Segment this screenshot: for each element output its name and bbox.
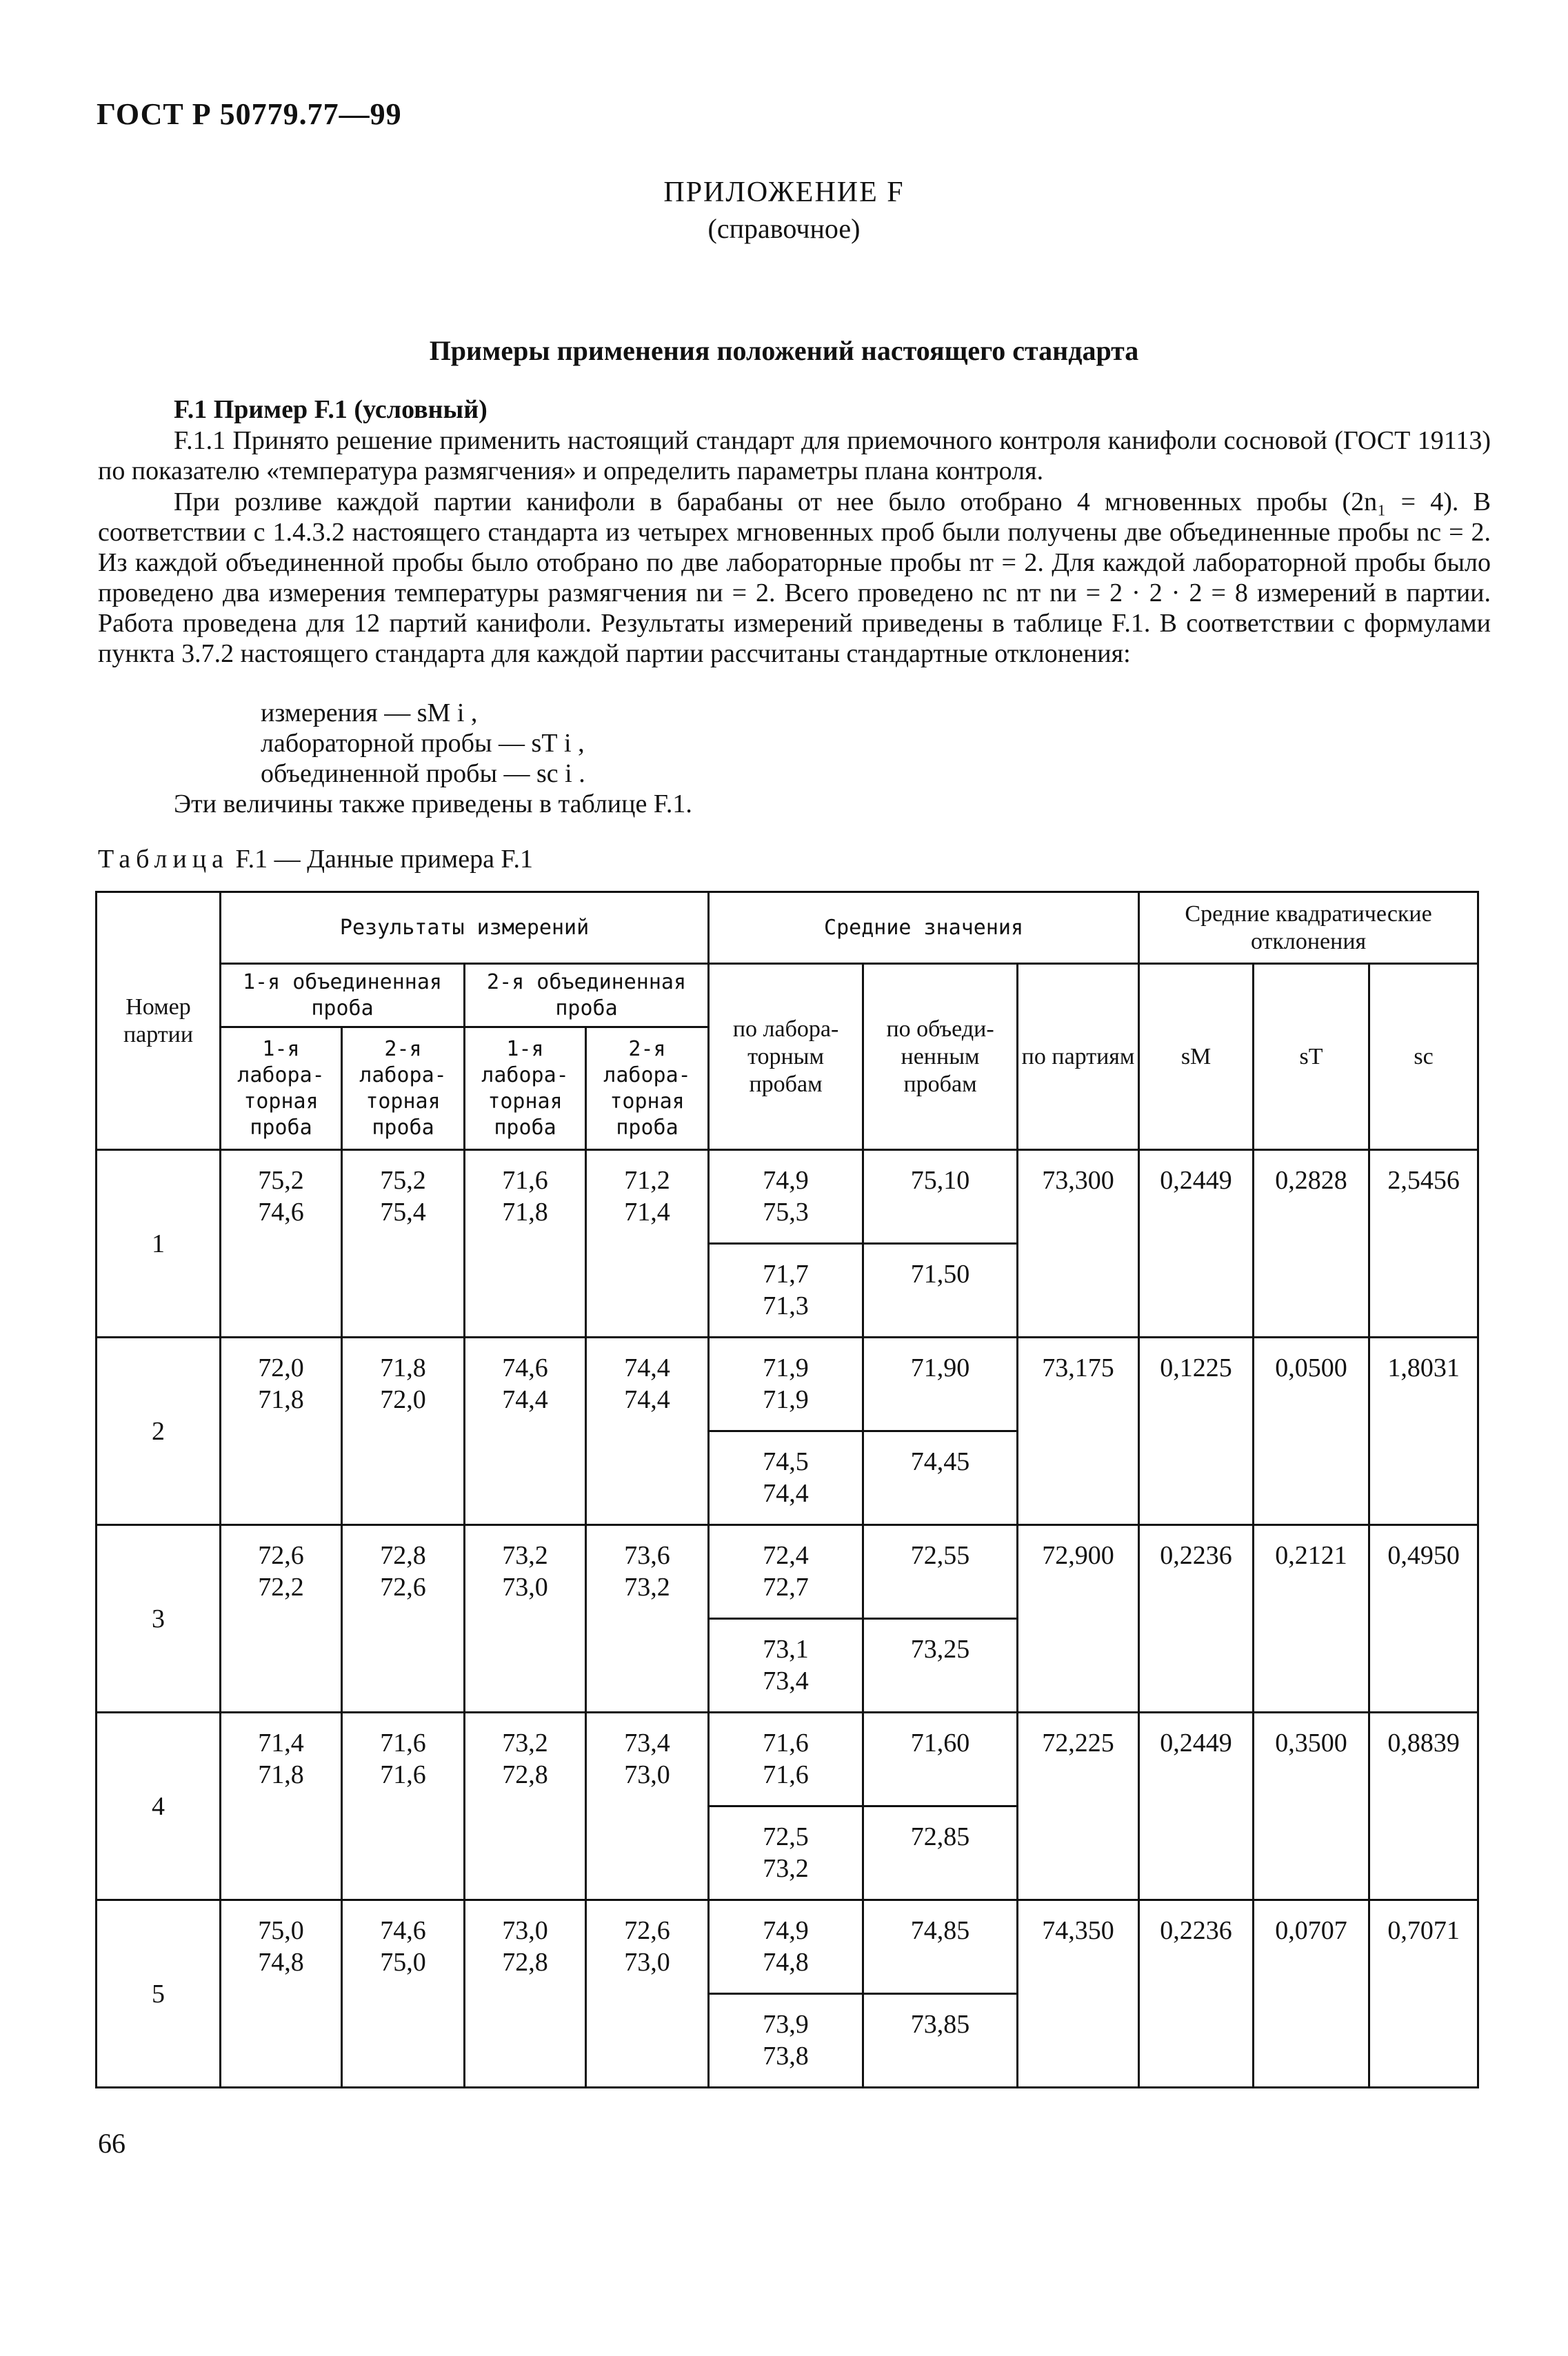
table-caption-word: Таблица xyxy=(98,845,230,874)
lab-mean-cell: 71,6 71,6 xyxy=(709,1713,863,1806)
part-mean-cell: 73,175 xyxy=(1018,1338,1139,1525)
st-cell: 0,3500 xyxy=(1254,1713,1369,1900)
measurement-cell: 74,6 75,0 xyxy=(342,1900,465,2088)
standard-id-header: ГОСТ Р 50779.77—99 xyxy=(97,97,402,131)
paragraph-sampling: При розливе каждой партии канифоли в барабаны от нее было отобрано 4 мгновенных пробы (2n₁ = 4). В соответствии с 1.4.3.2 настоящего стандарта из четырех мгновенных проб были получены две объединенные пробы nс = 2. Из каждой объединенной пробы было отобрано по две лабораторные пробы nт = 2. Для каждой лабораторной пробы было проведено два измерения температуры размягчения nи = 2. Всего проведено nс nт nи = 2 · 2 · 2 = 8 измерений в партии. Работа проведена для 12 партий канифоли. Результаты измерений приведены в таблице F.1. В соответствии с формулами пункта 3.7.2 настоящего стандарта для каждой партии рассчитаны стандартные отклонения: xyxy=(98,487,1491,668)
header-means: Средние значения xyxy=(709,892,1139,964)
list-item: измерения — sМ i , xyxy=(261,698,478,727)
sm-cell: 0,2449 xyxy=(1139,1713,1254,1900)
measurement-cell: 71,8 72,0 xyxy=(342,1338,465,1525)
lab-mean-cell: 74,5 74,4 xyxy=(709,1431,863,1525)
header-sc: sс xyxy=(1369,964,1478,1150)
header-composite-1: 1-я объединенная проба xyxy=(221,964,465,1027)
part-mean-cell: 73,300 xyxy=(1018,1150,1139,1338)
part-number-cell: 2 xyxy=(97,1338,221,1525)
lab-mean-cell: 74,9 75,3 xyxy=(709,1150,863,1244)
measurement-cell: 71,6 71,6 xyxy=(342,1713,465,1900)
composite-mean-cell: 71,50 xyxy=(863,1244,1018,1338)
sm-cell: 0,2236 xyxy=(1139,1525,1254,1713)
lab-mean-cell: 72,5 73,2 xyxy=(709,1806,863,1900)
lab-mean-cell: 73,1 73,4 xyxy=(709,1619,863,1713)
sc-cell: 0,7071 xyxy=(1369,1900,1478,2088)
sc-cell: 1,8031 xyxy=(1369,1338,1478,1525)
list-item: лабораторной пробы — sТ i , xyxy=(261,729,585,758)
composite-mean-cell: 72,55 xyxy=(863,1525,1018,1619)
measurement-cell: 75,2 74,6 xyxy=(221,1150,342,1338)
measurement-cell: 73,2 73,0 xyxy=(465,1525,586,1713)
part-mean-cell: 72,225 xyxy=(1018,1713,1139,1900)
sm-cell: 0,2449 xyxy=(1139,1150,1254,1338)
header-std-devs: Средние квадратические отклонения xyxy=(1139,892,1478,964)
sc-cell: 2,5456 xyxy=(1369,1150,1478,1338)
std-dev-list xyxy=(261,698,585,789)
part-mean-cell: 72,900 xyxy=(1018,1525,1139,1713)
page-number: 66 xyxy=(98,2128,125,2159)
section-title: Примеры применения положений настоящего стандарта xyxy=(429,335,1139,366)
composite-mean-cell: 75,10 xyxy=(863,1150,1018,1244)
measurement-cell: 72,6 73,0 xyxy=(586,1900,709,2088)
measurement-cell: 73,0 72,8 xyxy=(465,1900,586,2088)
composite-mean-cell: 74,85 xyxy=(863,1900,1018,1994)
header-part-number: Номер партии xyxy=(97,892,221,1150)
header-lab-2: 2-я лабора-торная проба xyxy=(586,1027,709,1150)
header-lab-1: 1-я лабора-торная проба xyxy=(465,1027,586,1150)
header-results: Результаты измерений xyxy=(221,892,709,964)
appendix-title: ПРИЛОЖЕНИЕ F xyxy=(663,177,905,208)
composite-mean-cell: 72,85 xyxy=(863,1806,1018,1900)
data-table xyxy=(95,891,1479,2088)
measurement-cell: 72,6 72,2 xyxy=(221,1525,342,1713)
st-cell: 0,0707 xyxy=(1254,1900,1369,2088)
measurement-cell: 73,2 72,8 xyxy=(465,1713,586,1900)
sc-cell: 0,4950 xyxy=(1369,1525,1478,1713)
sm-cell: 0,2236 xyxy=(1139,1900,1254,2088)
composite-mean-cell: 73,25 xyxy=(863,1619,1018,1713)
composite-mean-cell: 73,85 xyxy=(863,1994,1018,2088)
header-lab-1: 1-я лабора-торная проба xyxy=(221,1027,342,1150)
table-caption-text: F.1 — Данные примера F.1 xyxy=(235,845,534,874)
table-caption xyxy=(98,844,533,874)
header-by-part: по партиям xyxy=(1018,964,1139,1150)
measurement-cell: 74,4 74,4 xyxy=(586,1338,709,1525)
lab-mean-cell: 72,4 72,7 xyxy=(709,1525,863,1619)
part-number-cell: 3 xyxy=(97,1525,221,1713)
lab-mean-cell: 71,7 71,3 xyxy=(709,1244,863,1338)
measurement-cell: 74,6 74,4 xyxy=(465,1338,586,1525)
header-by-lab: по лабора-торным пробам xyxy=(709,964,863,1150)
header-by-composite: по объеди-ненным пробам xyxy=(863,964,1018,1150)
list-item: объединенной пробы — sс i . xyxy=(261,759,585,788)
measurement-cell: 72,0 71,8 xyxy=(221,1338,342,1525)
st-cell: 0,0500 xyxy=(1254,1338,1369,1525)
measurement-cell: 73,6 73,2 xyxy=(586,1525,709,1713)
part-number-cell: 5 xyxy=(97,1900,221,2088)
paragraph-final: Эти величины также приведены в таблице F.1. xyxy=(174,789,692,818)
measurement-cell: 75,2 75,4 xyxy=(342,1150,465,1338)
measurement-cell: 71,2 71,4 xyxy=(586,1150,709,1338)
composite-mean-cell: 71,90 xyxy=(863,1338,1018,1431)
lab-mean-cell: 73,9 73,8 xyxy=(709,1994,863,2088)
sm-cell: 0,1225 xyxy=(1139,1338,1254,1525)
sc-cell: 0,8839 xyxy=(1369,1713,1478,1900)
measurement-cell: 73,4 73,0 xyxy=(586,1713,709,1900)
lab-mean-cell: 74,9 74,8 xyxy=(709,1900,863,1994)
header-composite-2: 2-я объединенная проба xyxy=(465,964,709,1027)
appendix-subtitle: (справочное) xyxy=(707,213,861,244)
measurement-cell: 71,6 71,8 xyxy=(465,1150,586,1338)
header-st: sТ xyxy=(1254,964,1369,1150)
composite-mean-cell: 74,45 xyxy=(863,1431,1018,1525)
part-mean-cell: 74,350 xyxy=(1018,1900,1139,2088)
example-heading: F.1 Пример F.1 (условный) xyxy=(174,395,488,424)
measurement-cell: 75,0 74,8 xyxy=(221,1900,342,2088)
composite-mean-cell: 71,60 xyxy=(863,1713,1018,1806)
lab-mean-cell: 71,9 71,9 xyxy=(709,1338,863,1431)
part-number-cell: 4 xyxy=(97,1713,221,1900)
part-number-cell: 1 xyxy=(97,1150,221,1338)
measurement-cell: 72,8 72,6 xyxy=(342,1525,465,1713)
st-cell: 0,2828 xyxy=(1254,1150,1369,1338)
st-cell: 0,2121 xyxy=(1254,1525,1369,1713)
header-lab-2: 2-я лабора-торная проба xyxy=(342,1027,465,1150)
paragraph-f11: F.1.1 Принято решение применить настоящий стандарт для приемочного контроля канифоли сосновой (ГОСТ 19113) по показателю «температура размягчения» и определить параметры плана контроля. xyxy=(98,426,1491,485)
measurement-cell: 71,4 71,8 xyxy=(221,1713,342,1900)
header-sm: sМ xyxy=(1139,964,1254,1150)
